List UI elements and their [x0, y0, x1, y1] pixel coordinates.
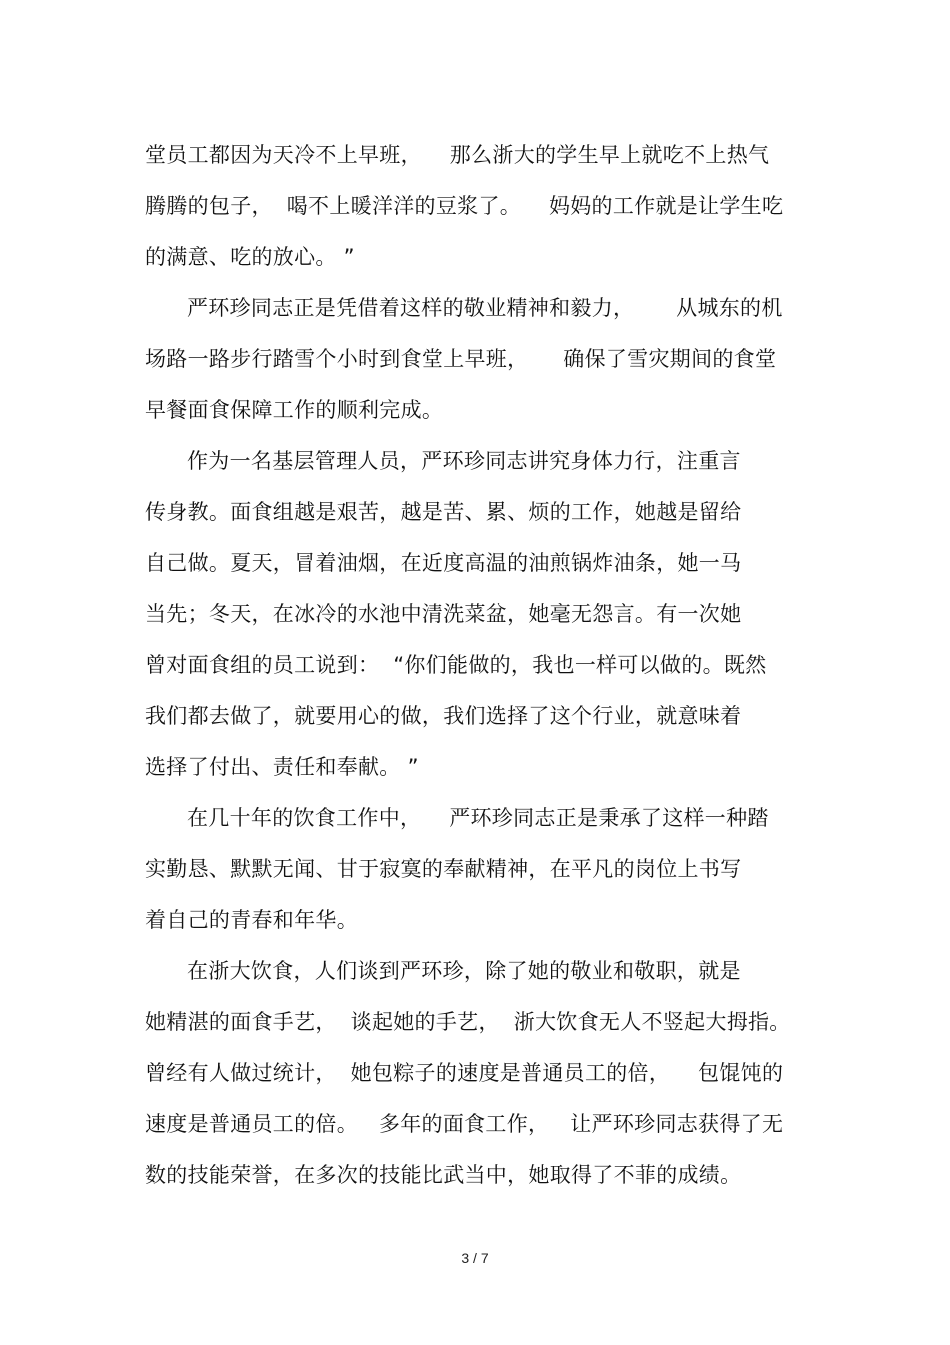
text-line: 我们都去做了，就要用心的做，我们选择了这个行业，就意味着 [145, 704, 742, 728]
text-line: 选择了付出、责任和奉献。 ” [145, 755, 419, 779]
text-line: 曾对面食组的员工说到： “你们能做的，我也一样可以做的。既然 [145, 653, 767, 677]
text-line: 早餐面食保障工作的顺利完成。 [145, 398, 444, 422]
body-text [145, 130, 825, 1201]
text-line: 在浙大饮食，人们谈到严环珍，除了她的敬业和敬职，就是 [187, 959, 741, 983]
page-number: 3 / 7 [461, 1250, 489, 1266]
text-line: 曾经有人做过统计， 她包粽子的速度是普通员工的倍， 包馄饨的 [145, 1061, 784, 1085]
text-line: 实勤恳、默默无闻、甘于寂寞的奉献精神，在平凡的岗位上书写 [145, 857, 742, 881]
text-line: 当先；冬天，在冰冷的水池中清洗菜盆，她毫无怨言。有一次她 [145, 602, 742, 626]
text-line: 的满意、吃的放心。 ” [145, 245, 355, 269]
text-line: 着自己的青春和年华。 [145, 908, 358, 932]
text-line: 自己做。夏天，冒着油烟，在近度高温的油煎锅炸油条，她一马 [145, 551, 742, 575]
text-line: 严环珍同志正是凭借着这样的敬业精神和毅力， 从城东的机 [187, 296, 783, 320]
text-line: 她精湛的面食手艺， 谈起她的手艺， 浙大饮食无人不竖起大拇指。 [145, 1010, 791, 1034]
text-line: 在几十年的饮食工作中， 严环珍同志正是秉承了这样一种踏 [187, 806, 769, 830]
text-line: 作为一名基层管理人员，严环珍同志讲究身体力行，注重言 [187, 449, 741, 473]
text-line: 场路一路步行踏雪个小时到食堂上早班， 确保了雪灾期间的食堂 [145, 347, 777, 371]
text-line: 腾腾的包子， 喝不上暖洋洋的豆浆了。 妈妈的工作就是让学生吃 [145, 194, 784, 218]
text-line: 数的技能荣誉，在多次的技能比武当中，她取得了不菲的成绩。 [145, 1163, 742, 1187]
text-line: 传身教。面食组越是艰苦，越是苦、累、烦的工作，她越是留给 [145, 500, 742, 524]
text-line: 堂员工都因为天冷不上早班， 那么浙大的学生早上就吃不上热气 [145, 143, 770, 167]
text-line: 速度是普通员工的倍。 多年的面食工作， 让严环珍同志获得了无 [145, 1112, 784, 1136]
